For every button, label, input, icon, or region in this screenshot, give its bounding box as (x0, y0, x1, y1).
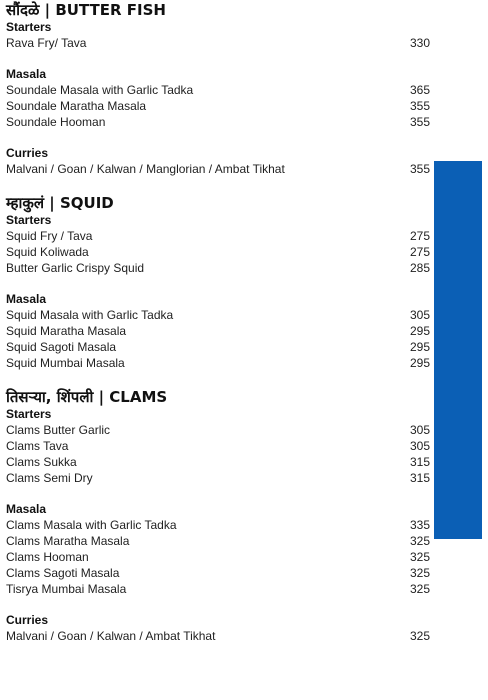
section-groups (6, 407, 430, 644)
item-name: Soundale Maratha Masala (6, 99, 147, 113)
section-title: म्हाकुलं | SQUID (6, 194, 114, 212)
item-name: Clams Sagoti Masala (6, 566, 120, 580)
menu-section (6, 387, 430, 644)
menu-group (6, 67, 430, 130)
group-items (6, 82, 430, 130)
item-price: 305 (409, 439, 430, 453)
item-price: 275 (409, 245, 430, 259)
item-name: Rava Fry/ Tava (6, 36, 87, 50)
menu-item (6, 549, 430, 565)
section-title: तिसऱ्या, शिंपली | CLAMS (6, 388, 168, 406)
item-price: 325 (409, 629, 430, 643)
menu-group (6, 146, 430, 177)
item-name: Squid Masala with Garlic Tadka (6, 308, 174, 322)
item-price: 295 (409, 356, 430, 370)
item-name: Clams Semi Dry (6, 471, 93, 485)
menu-item (6, 114, 430, 130)
menu-item (6, 581, 430, 597)
item-name: Clams Butter Garlic (6, 423, 111, 437)
group-items (6, 517, 430, 597)
item-name: Soundale Masala with Garlic Tadka (6, 83, 194, 97)
section-groups (6, 20, 430, 177)
item-name: Clams Hooman (6, 550, 89, 564)
menu-group (6, 502, 430, 597)
item-price: 315 (409, 471, 430, 485)
item-price: 355 (409, 115, 430, 129)
menu-group (6, 20, 430, 51)
group-title: Starters (6, 213, 52, 227)
section-title: सौंदळे | BUTTER FISH (6, 1, 166, 19)
item-name: Clams Sukka (6, 455, 77, 469)
menu-item (6, 35, 430, 51)
group-title: Masala (6, 292, 47, 306)
menu-item (6, 628, 430, 644)
menu-item (6, 470, 430, 486)
item-name: Squid Maratha Masala (6, 324, 127, 338)
menu-item (6, 244, 430, 260)
menu-item (6, 82, 430, 98)
item-price: 275 (409, 229, 430, 243)
item-name: Soundale Hooman (6, 115, 106, 129)
item-price: 315 (409, 455, 430, 469)
menu-item (6, 422, 430, 438)
group-title: Starters (6, 407, 52, 421)
item-price: 355 (409, 162, 430, 176)
group-items (6, 161, 430, 177)
menu-item (6, 260, 430, 276)
item-name: Squid Koliwada (6, 245, 89, 259)
menu-group (6, 213, 430, 276)
menu-section (6, 193, 430, 371)
menu-item (6, 339, 430, 355)
item-name: Tisrya Mumbai Masala (6, 582, 127, 596)
item-price: 305 (409, 308, 430, 322)
group-title: Masala (6, 502, 47, 516)
menu-item (6, 98, 430, 114)
menu-item (6, 307, 430, 323)
item-price: 325 (409, 534, 430, 548)
item-price: 355 (409, 99, 430, 113)
group-items (6, 628, 430, 644)
item-price: 325 (409, 550, 430, 564)
menu-section (6, 0, 430, 177)
menu-item (6, 355, 430, 371)
item-price: 295 (409, 324, 430, 338)
menu-group (6, 292, 430, 371)
section-groups (6, 213, 430, 371)
menu-item (6, 161, 430, 177)
menu-item (6, 565, 430, 581)
item-name: Clams Tava (6, 439, 69, 453)
menu-page (6, 0, 430, 660)
menu-item (6, 517, 430, 533)
item-name: Squid Fry / Tava (6, 229, 93, 243)
item-name: Squid Mumbai Masala (6, 356, 125, 370)
group-items (6, 35, 430, 51)
decorative-blue-bar (434, 161, 482, 539)
menu-group (6, 613, 430, 644)
menu-item (6, 438, 430, 454)
menu-item (6, 228, 430, 244)
item-name: Squid Sagoti Masala (6, 340, 117, 354)
menu-item (6, 323, 430, 339)
group-items (6, 307, 430, 371)
item-name: Malvani / Goan / Kalwan / Ambat Tikhat (6, 629, 216, 643)
menu-item (6, 533, 430, 549)
item-price: 295 (409, 340, 430, 354)
item-price: 325 (409, 582, 430, 596)
item-price: 335 (409, 518, 430, 532)
item-name: Clams Maratha Masala (6, 534, 130, 548)
menu-group (6, 407, 430, 486)
group-title: Curries (6, 613, 49, 627)
group-items (6, 228, 430, 276)
item-price: 305 (409, 423, 430, 437)
group-title: Starters (6, 20, 52, 34)
menu-item (6, 454, 430, 470)
item-price: 285 (409, 261, 430, 275)
item-name: Malvani / Goan / Kalwan / Manglorian / Ambat Tikhat (6, 162, 285, 176)
group-title: Curries (6, 146, 49, 160)
group-title: Masala (6, 67, 47, 81)
item-price: 365 (409, 83, 430, 97)
item-price: 330 (409, 36, 430, 50)
item-name: Clams Masala with Garlic Tadka (6, 518, 177, 532)
item-name: Butter Garlic Crispy Squid (6, 261, 145, 275)
item-price: 325 (409, 566, 430, 580)
group-items (6, 422, 430, 486)
